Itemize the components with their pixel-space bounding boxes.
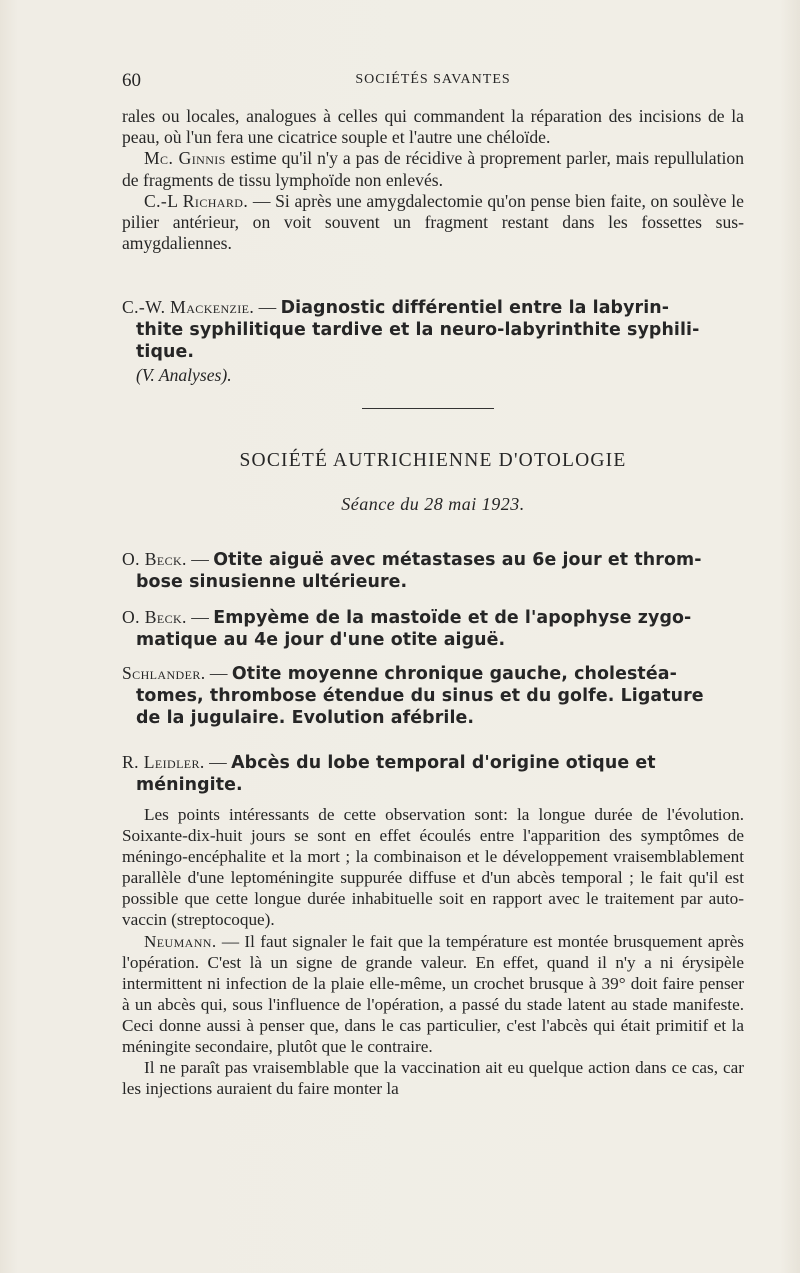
entry-heading: O. Beck. — Empyème de la mastoïde et de l'apophyse zygo- [122,607,692,628]
mackenzie-entry [122,297,744,387]
entry-title: Otite moyenne chronique gauche, cholestéa- [231,664,677,684]
entry-title-line: tique. [136,341,195,362]
section-divider [362,408,494,409]
abstract-entry [122,548,744,593]
paragraph: Les points intéressants de cette observation sont: la longue durée de l'évolution. Soixante-dix-huit jours se sont en effet écoulés entre l'apparition des symptômes de méningo-encéphalite et la mort ; la combinaison et le développement vraisemblablement parallèle d'une leptoméningite suppurée diffuse et d'un abcès temporal ; le fait qu'il est possible que cette longue durée inhabituelle soit en rapport avec le traitement par auto-vaccin (streptocoque). [122,805,744,930]
entry-title-line: tomes, thrombose étendue du sinus et du golfe. Ligature [136,686,704,706]
entry-heading: Schlander. — Otite moyenne chronique gauche, cholestéa- [122,663,677,684]
cross-reference [122,363,744,387]
paragraph [122,931,744,1058]
author-name: R. Leidler. [122,752,205,772]
running-title: SOCIÉTÉS SAVANTES [355,72,511,87]
author-name: C.-W. Mackenzie. [122,297,255,317]
reference-text: (V. Analyses). [136,365,232,386]
abstract-entry [122,606,744,651]
entry-title: Diagnostic différentiel entre la labyrin- [280,298,670,318]
paragraph-text: — Il faut signaler le fait que la température est montée brusquement après l'opération. C'est là un signe de grande valeur. En effet, quand il n'y a ni érysipèle intermittent ni infection de la plaie elle-même, un crochet brusque à 39° doit faire penser à un abcès qui, sous l'influence de l'opération, a passé du stade latent au stade manifeste. Ceci donne aussi à penser que, dans le cas particulier, c'est l'abcès qui était primitif et la méningite secondaire, plutôt que le contraire. [122,931,744,1057]
author-name: Schlander. [122,663,206,683]
paragraph [122,148,744,190]
author-name: Neumann. [144,931,217,951]
dash: — [254,297,281,317]
entry-title: Otite aiguë avec métastases au 6e jour et throm- [213,550,702,570]
paragraph-text: estime qu'il n'y a pas de récidive à proprement parler, mais repullulation de fragments de tissu lymphoïde non enlevés. [122,148,744,190]
paragraph: rales ou locales, analogues à celles qui commandent la réparation des incisions de la peau, où l'un fera une cicatrice souple et l'autre une chéloïde. [122,106,744,148]
entry-heading: R. Leidler. — Abcès du lobe temporal d'origine otique et [122,752,656,773]
paragraph [122,191,744,255]
entry-title-line: de la jugulaire. Evolution afébrile. [136,708,475,728]
author-name: O. Beck. [122,607,187,627]
entry-title-line: matique au 4e jour d'une otite aiguë. [136,630,506,650]
entry-title: Abcès du lobe temporal d'origine otique et [231,753,656,773]
entry-heading [122,297,744,320]
intro-paragraphs [122,106,744,254]
paragraph: Il ne paraît pas vraisemblable que la vaccination ait eu quelque action dans ce cas, car les injections auraient du faire monter la [122,1058,744,1099]
entry-title-line: thite syphilitique tardive et la neuro-labyrinthite syphili- [136,319,700,340]
author-name: C.-L Richard. [144,190,249,211]
abstract-entry [122,751,744,796]
observation-text [122,804,744,1099]
page-number: 60 [122,70,141,91]
entry-title: Empyème de la mastoïde et de l'apophyse zygo- [213,608,692,628]
paragraph-text: — Si après une amygdalectomie qu'on pense bien faite, on soulève le pilier antérieur, on voit souvent un fragment restant dans les fossettes sus-amygdaliennes. [122,190,744,254]
author-name: O. Beck. [122,549,187,569]
entry-title-line: bose sinusienne ultérieure. [136,572,408,592]
entry-heading: O. Beck. — Otite aiguë avec métastases au 6e jour et throm- [122,549,702,570]
society-heading: SOCIÉTÉ AUTRICHIENNE D'OTOLOGIE [239,450,627,471]
entry-title-line: méningite. [136,775,243,795]
session-date: Séance du 28 mai 1923. [341,494,525,514]
page-header [122,70,744,92]
abstract-entry [122,662,744,729]
author-name: Mc. Ginnis [144,148,226,169]
